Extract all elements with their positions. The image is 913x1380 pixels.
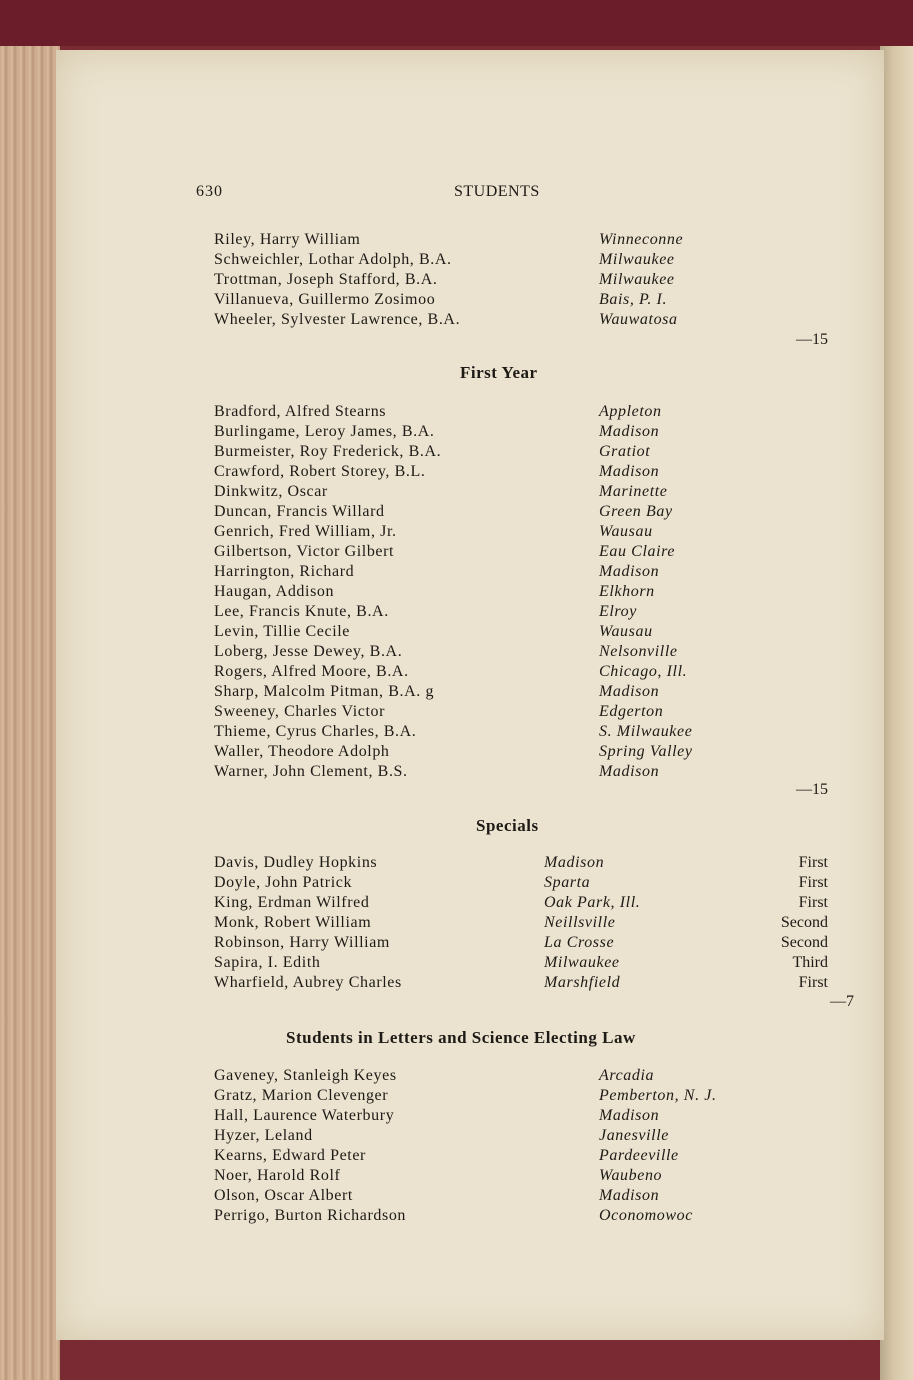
list-item [214,913,854,933]
student-hometown: Madison [599,463,660,480]
student-hometown: Spring Valley [599,743,693,760]
student-hometown: La Crosse [544,934,615,951]
section-total: —15 [796,331,828,348]
list-item [214,722,854,742]
list-item [214,422,854,442]
student-name: Gilbertson, Victor Gilbert [214,543,395,560]
book-page [56,50,884,1340]
list-item [214,562,854,582]
list-item [214,310,854,330]
student-name: Hyzer, Leland [214,1127,313,1144]
student-year: Second [780,914,828,931]
student-name: Harrington, Richard [214,563,355,580]
student-name: Loberg, Jesse Dewey, B.A. [214,643,403,660]
list-item [214,1126,854,1146]
student-hometown: Madison [599,563,660,580]
student-name: Gaveney, Stanleigh Keyes [214,1067,397,1084]
list-item [214,973,854,993]
section-total: —15 [796,781,828,798]
list-item [214,462,854,482]
student-name: Olson, Oscar Albert [214,1187,353,1204]
section-heading: First Year [460,363,538,382]
student-year: Second [780,934,828,951]
list-item [214,933,854,953]
page-header [196,182,716,204]
student-hometown: Bais, P. I. [599,291,668,308]
student-name: Trottman, Joseph Stafford, B.A. [214,271,438,288]
student-hometown: Madison [599,763,660,780]
list-item [214,1166,854,1186]
student-hometown: Madison [599,423,660,440]
student-name: Robinson, Harry William [214,934,390,951]
student-name: Crawford, Robert Storey, B.L. [214,463,426,480]
student-hometown: Winneconne [599,231,684,248]
list-item [214,542,854,562]
student-hometown: Pemberton, N. J. [599,1087,717,1104]
student-year: First [798,874,828,891]
student-name: King, Erdman Wilfred [214,894,370,911]
student-hometown: Chicago, Ill. [599,663,688,680]
list-item [214,602,854,622]
student-hometown: Wauwatosa [599,311,678,328]
student-hometown: Waubeno [599,1167,663,1184]
student-name: Duncan, Francis Willard [214,503,385,520]
student-name: Haugan, Addison [214,583,335,600]
list-item [214,250,854,270]
student-name: Bradford, Alfred Stearns [214,403,387,420]
student-hometown: Madison [599,683,660,700]
student-name: Waller, Theodore Adolph [214,743,390,760]
student-hometown: Oconomowoc [599,1207,693,1224]
student-hometown: Green Bay [599,503,673,520]
list-item [214,1146,854,1166]
student-hometown: Appleton [599,403,662,420]
student-name: Perrigo, Burton Richardson [214,1207,407,1224]
student-hometown: Janesville [599,1127,669,1144]
list-item [214,642,854,662]
student-hometown: Sparta [544,874,591,891]
student-name: Doyle, John Patrick [214,874,353,891]
student-name: Wheeler, Sylvester Lawrence, B.A. [214,311,461,328]
list-item [214,1086,854,1106]
student-hometown: Elroy [599,603,637,620]
student-name: Gratz, Marion Clevenger [214,1087,389,1104]
student-year: First [798,854,828,871]
student-hometown: Pardeeville [599,1147,679,1164]
list-item [214,522,854,542]
student-hometown: Wausau [599,523,653,540]
student-name: Hall, Laurence Waterbury [214,1107,395,1124]
student-hometown: Neillsville [544,914,616,931]
student-year: First [798,974,828,991]
list-item [214,482,854,502]
list-item [214,1106,854,1126]
list-item [214,290,854,310]
page-number: 630 [196,183,223,200]
student-name: Dinkwitz, Oscar [214,483,328,500]
student-name: Sharp, Malcolm Pitman, B.A. g [214,683,435,700]
student-name: Monk, Robert William [214,914,372,931]
student-hometown: Elkhorn [599,583,655,600]
student-name: Noer, Harold Rolf [214,1167,341,1184]
student-hometown: Eau Claire [599,543,676,560]
student-name: Schweichler, Lothar Adolph, B.A. [214,251,452,268]
list-item [214,682,854,702]
student-name: Sweeney, Charles Victor [214,703,386,720]
student-hometown: Nelsonville [599,643,678,660]
student-name: Warner, John Clement, B.S. [214,763,408,780]
list-item [214,442,854,462]
student-name: Davis, Dudley Hopkins [214,854,378,871]
student-year: Third [792,954,828,971]
list-item [214,1186,854,1206]
student-name: Genrich, Fred William, Jr. [214,523,397,540]
list-item [214,582,854,602]
list-item [214,1206,854,1226]
section-total: —7 [830,993,854,1010]
student-name: Kearns, Edward Peter [214,1147,366,1164]
page-text [56,50,884,1340]
student-name: Levin, Tillie Cecile [214,623,350,640]
list-item [214,953,854,973]
list-item [214,622,854,642]
student-hometown: Marinette [599,483,668,500]
student-year: First [798,894,828,911]
student-hometown: Edgerton [599,703,664,720]
student-name: Burlingame, Leroy James, B.A. [214,423,435,440]
list-item [214,1066,854,1086]
student-name: Riley, Harry William [214,231,361,248]
list-item [214,502,854,522]
student-name: Lee, Francis Knute, B.A. [214,603,389,620]
student-hometown: Madison [544,854,605,871]
student-name: Villanueva, Guillermo Zosimoo [214,291,436,308]
student-name: Rogers, Alfred Moore, B.A. [214,663,409,680]
running-title: STUDENTS [454,183,540,200]
list-item [214,402,854,422]
student-hometown: Madison [599,1107,660,1124]
student-hometown: Madison [599,1187,660,1204]
list-item [214,853,854,873]
student-hometown: Milwaukee [599,251,675,268]
list-item [214,742,854,762]
student-hometown: Milwaukee [599,271,675,288]
list-item [214,873,854,893]
book-binding [0,0,913,46]
student-hometown: Gratiot [599,443,651,460]
student-hometown: Milwaukee [544,954,620,971]
section-heading: Students in Letters and Science Electing Law [286,1028,636,1047]
student-hometown: S. Milwaukee [599,723,693,740]
student-name: Thieme, Cyrus Charles, B.A. [214,723,417,740]
student-name: Burmeister, Roy Frederick, B.A. [214,443,442,460]
student-name: Sapira, I. Edith [214,954,321,971]
list-item [214,230,854,250]
list-item [214,662,854,682]
student-hometown: Marshfield [544,974,621,991]
student-name: Wharfield, Aubrey Charles [214,974,402,991]
section-heading: Specials [476,816,539,835]
student-hometown: Wausau [599,623,653,640]
student-hometown: Oak Park, Ill. [544,894,641,911]
facing-page-edge [880,46,913,1380]
list-item [214,702,854,722]
student-hometown: Arcadia [599,1067,655,1084]
page-edges [0,46,60,1380]
list-item [214,270,854,290]
list-item [214,762,854,782]
list-item [214,893,854,913]
